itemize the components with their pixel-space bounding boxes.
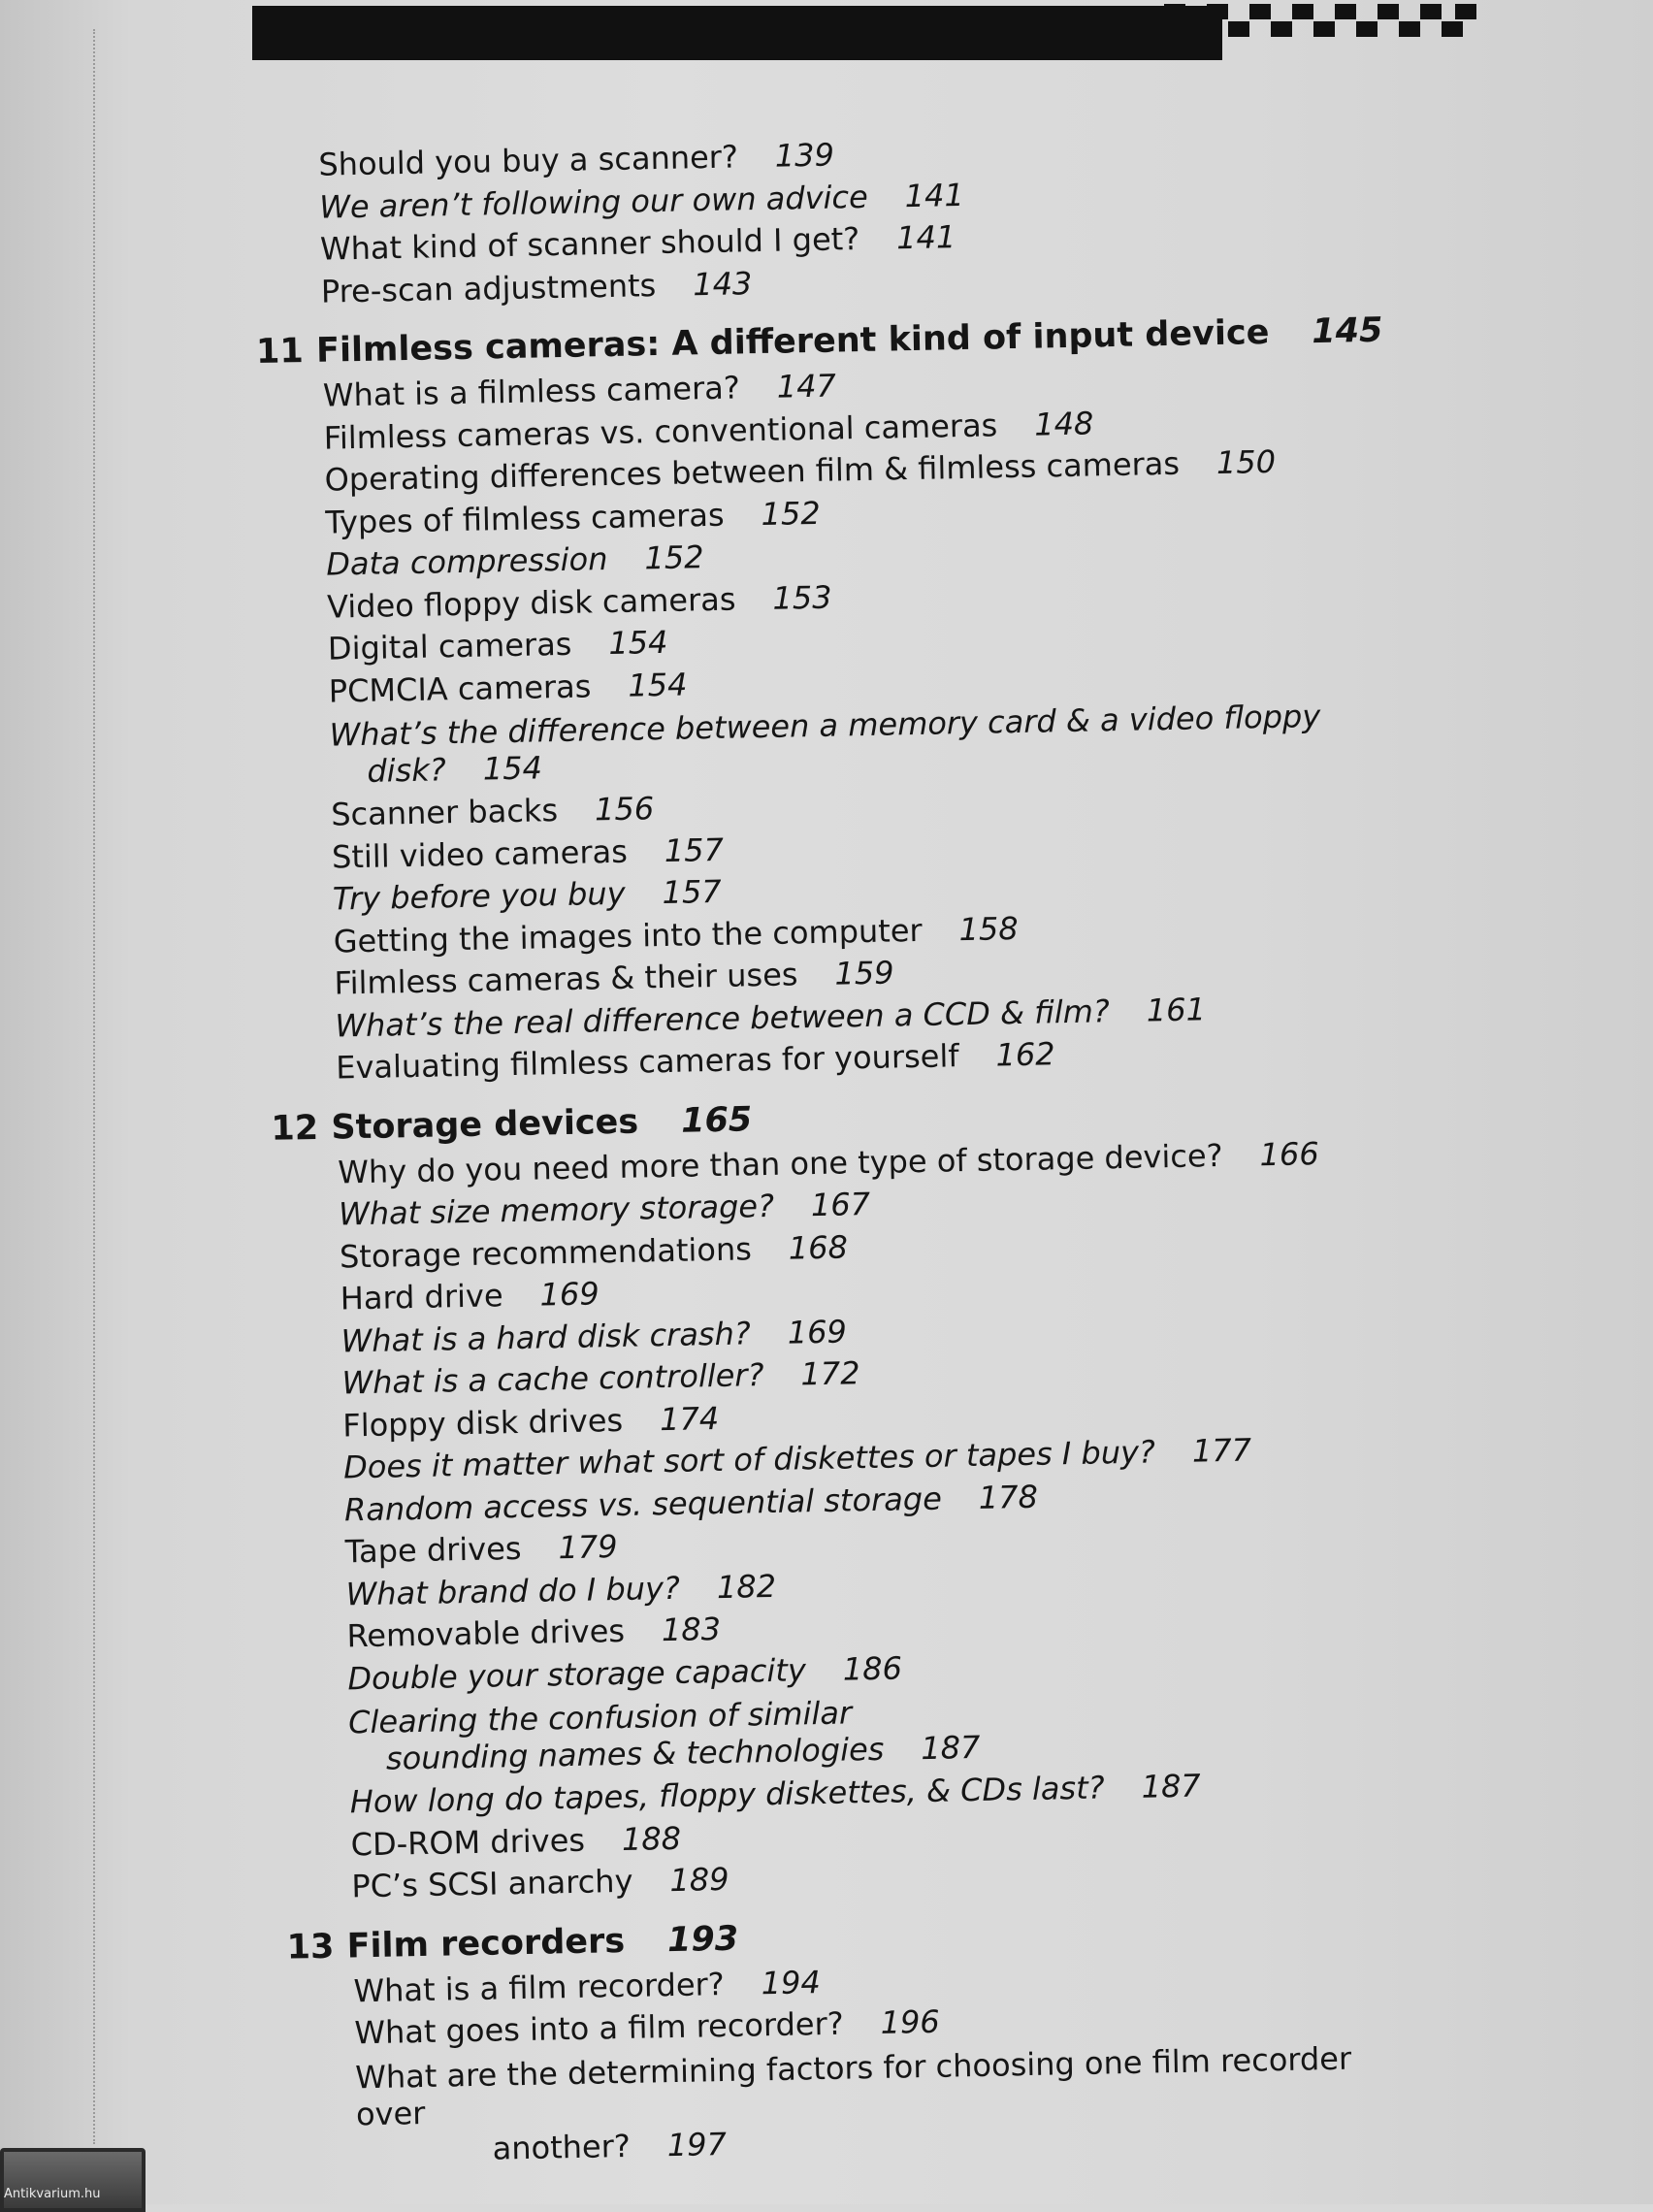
entry-page-number: 183 (661, 1610, 722, 1649)
entry-title: Removable drives (346, 1611, 626, 1655)
entry-title: What kind of scanner should I get? (319, 219, 860, 268)
entry-title: What’s the real difference between a CCD & film? (335, 992, 1111, 1045)
chapter-number: 13 (286, 1927, 335, 1968)
entry-page-number: 174 (659, 1399, 720, 1438)
checker-square (1292, 4, 1313, 19)
chapter-title: Film recorders (346, 1921, 626, 1966)
entry-title: What size memory storage? (338, 1187, 775, 1233)
chapter-title: Filmless cameras: A different kind of input device (315, 312, 1270, 371)
entry-title: CD-ROM drives (350, 1821, 586, 1863)
entry-title: What’s the difference between a memory card & a video floppy (329, 697, 1321, 754)
entry-page-number: 152 (644, 538, 704, 577)
entry-page-number: 169 (787, 1312, 848, 1351)
entry-title: PCMCIA cameras (328, 667, 592, 710)
entry-title: We aren’t following our own advice (318, 178, 869, 226)
checker-square (1335, 4, 1356, 19)
entry-page-number: 194 (761, 1963, 822, 2001)
entry-title: Double your storage capacity (346, 1650, 807, 1697)
checker-square (1207, 4, 1228, 19)
watermark: Antikvarium.hu (4, 2187, 101, 2201)
checker-square (1271, 21, 1292, 37)
entry-title: Hard drive (340, 1277, 503, 1317)
entry-title: What is a filmless camera? (322, 369, 741, 414)
checker-square (1399, 21, 1420, 37)
entry-title: What is a cache controller? (341, 1356, 764, 1402)
entry-title-cont-text: sounding names & technologies (385, 1730, 885, 1777)
checker-square (1249, 4, 1271, 19)
entry-page-number: 154 (608, 623, 668, 663)
entry-page-number: 172 (800, 1354, 860, 1393)
entry-title: Does it matter what sort of diskettes or tapes I buy? (342, 1433, 1156, 1486)
entry-page-number: 187 (1141, 1767, 1202, 1805)
entry-page-number: 168 (788, 1227, 849, 1267)
entry-page-number: 167 (810, 1185, 871, 1224)
chapter-page-number: 145 (1311, 310, 1383, 352)
entry-title: Operating differences between film & filmless cameras (324, 444, 1181, 499)
checker-square (1455, 4, 1476, 19)
entry-page-number: 158 (958, 909, 1019, 948)
entry-title-cont-text: disk? (367, 751, 447, 790)
chapter-page-number: 193 (666, 1919, 739, 1960)
entry-page-number: 159 (834, 954, 894, 992)
entry-page-number: 178 (978, 1478, 1039, 1516)
entry-page-number: 153 (772, 578, 832, 617)
entry-title: Pre-scan adjustments (320, 266, 657, 310)
checker-square (1356, 21, 1378, 37)
entry-title: Why do you need more than one type of storage device? (337, 1136, 1223, 1190)
chapter-number: 11 (255, 332, 305, 372)
checker-square (1442, 21, 1463, 37)
entry-page-number: 141 (904, 176, 965, 214)
chapter-page-number: 165 (680, 1099, 753, 1141)
entry-title: Storage recommendations (339, 1229, 753, 1275)
toc-entry (289, 2035, 1378, 2174)
entry-page-number: 197 (666, 2125, 728, 2163)
entry-title-cont-text: another? (492, 2127, 632, 2167)
entry-title: Filmless cameras & their uses (334, 956, 798, 1002)
entry-page-number: 196 (880, 2002, 941, 2041)
entry-page-number: 141 (895, 218, 956, 257)
entry-page-number: 157 (664, 830, 725, 869)
entry-page-number: 187 (920, 1728, 981, 1768)
chapter-number: 12 (271, 1108, 319, 1149)
page-edge-dotted-line (93, 29, 95, 2144)
entry-title: Evaluating filmless cameras for yourself (335, 1037, 959, 1087)
entry-page-number: 177 (1191, 1431, 1252, 1470)
entry-page-number: 139 (774, 136, 835, 175)
entry-title: Data compression (325, 540, 608, 583)
entry-page-number: 143 (692, 264, 753, 303)
entry-title: Still video cameras (331, 832, 629, 876)
entry-page-number: 188 (621, 1819, 682, 1858)
chapter-title: Storage devices (331, 1102, 639, 1148)
entry-title: Try before you buy (332, 874, 626, 918)
entry-page-number: 157 (662, 872, 722, 912)
entry-title: Getting the images into the computer (333, 911, 923, 960)
entry-page-number: 156 (594, 790, 655, 829)
entry-page-number: 179 (558, 1528, 618, 1567)
checker-square (1228, 21, 1249, 37)
entry-page-number: 150 (1215, 442, 1277, 481)
entry-title: How long do tapes, floppy diskettes, & CDs last? (349, 1769, 1106, 1821)
entry-title: Digital cameras (327, 625, 572, 667)
entry-title: Filmless cameras vs. conventional cameras (323, 406, 998, 457)
entry-page-number: 152 (761, 494, 821, 533)
entry-title: What is a film recorder? (353, 1965, 726, 2009)
table-of-contents (252, 124, 1383, 2174)
entry-title: What goes into a film recorder? (354, 2004, 844, 2052)
entry-page-number: 162 (995, 1035, 1055, 1074)
checker-square (1420, 4, 1442, 19)
entry-page-number: 169 (539, 1275, 600, 1314)
entry-title: Scanner backs (330, 792, 559, 833)
entry-page-number: 154 (482, 749, 543, 788)
entry-title: Random access vs. sequential storage (343, 1480, 943, 1528)
checker-square (1313, 21, 1335, 37)
entry-page-number: 182 (716, 1567, 777, 1606)
entry-page-number: 189 (669, 1860, 729, 1900)
entry-title: What is a hard disk crash? (340, 1314, 752, 1359)
entry-page-number: 147 (776, 367, 837, 406)
entry-title: Tape drives (344, 1529, 522, 1571)
entry-title: Types of filmless cameras (325, 496, 725, 541)
entry-title: Clearing the confusion of similar (347, 1694, 853, 1741)
entry-page-number: 186 (842, 1648, 903, 1688)
entry-title: What are the determining factors for choosing one film recorder over (354, 2039, 1352, 2132)
entry-title: What brand do I buy? (345, 1569, 681, 1612)
checker-square (1185, 21, 1207, 37)
entry-title: Floppy disk drives (341, 1401, 624, 1444)
entry-title: Should you buy a scanner? (318, 138, 739, 183)
entry-page-number: 148 (1033, 404, 1094, 443)
header-checker-pattern (1164, 0, 1484, 43)
checker-square (1164, 4, 1185, 19)
entry-page-number: 161 (1146, 990, 1207, 1028)
header-black-band (252, 6, 1222, 60)
checker-square (1378, 4, 1399, 19)
entry-page-number: 166 (1259, 1134, 1319, 1173)
entry-title: PC’s SCSI anarchy (351, 1862, 633, 1905)
entry-title: Video floppy disk cameras (326, 580, 736, 626)
entry-page-number: 154 (627, 665, 688, 704)
